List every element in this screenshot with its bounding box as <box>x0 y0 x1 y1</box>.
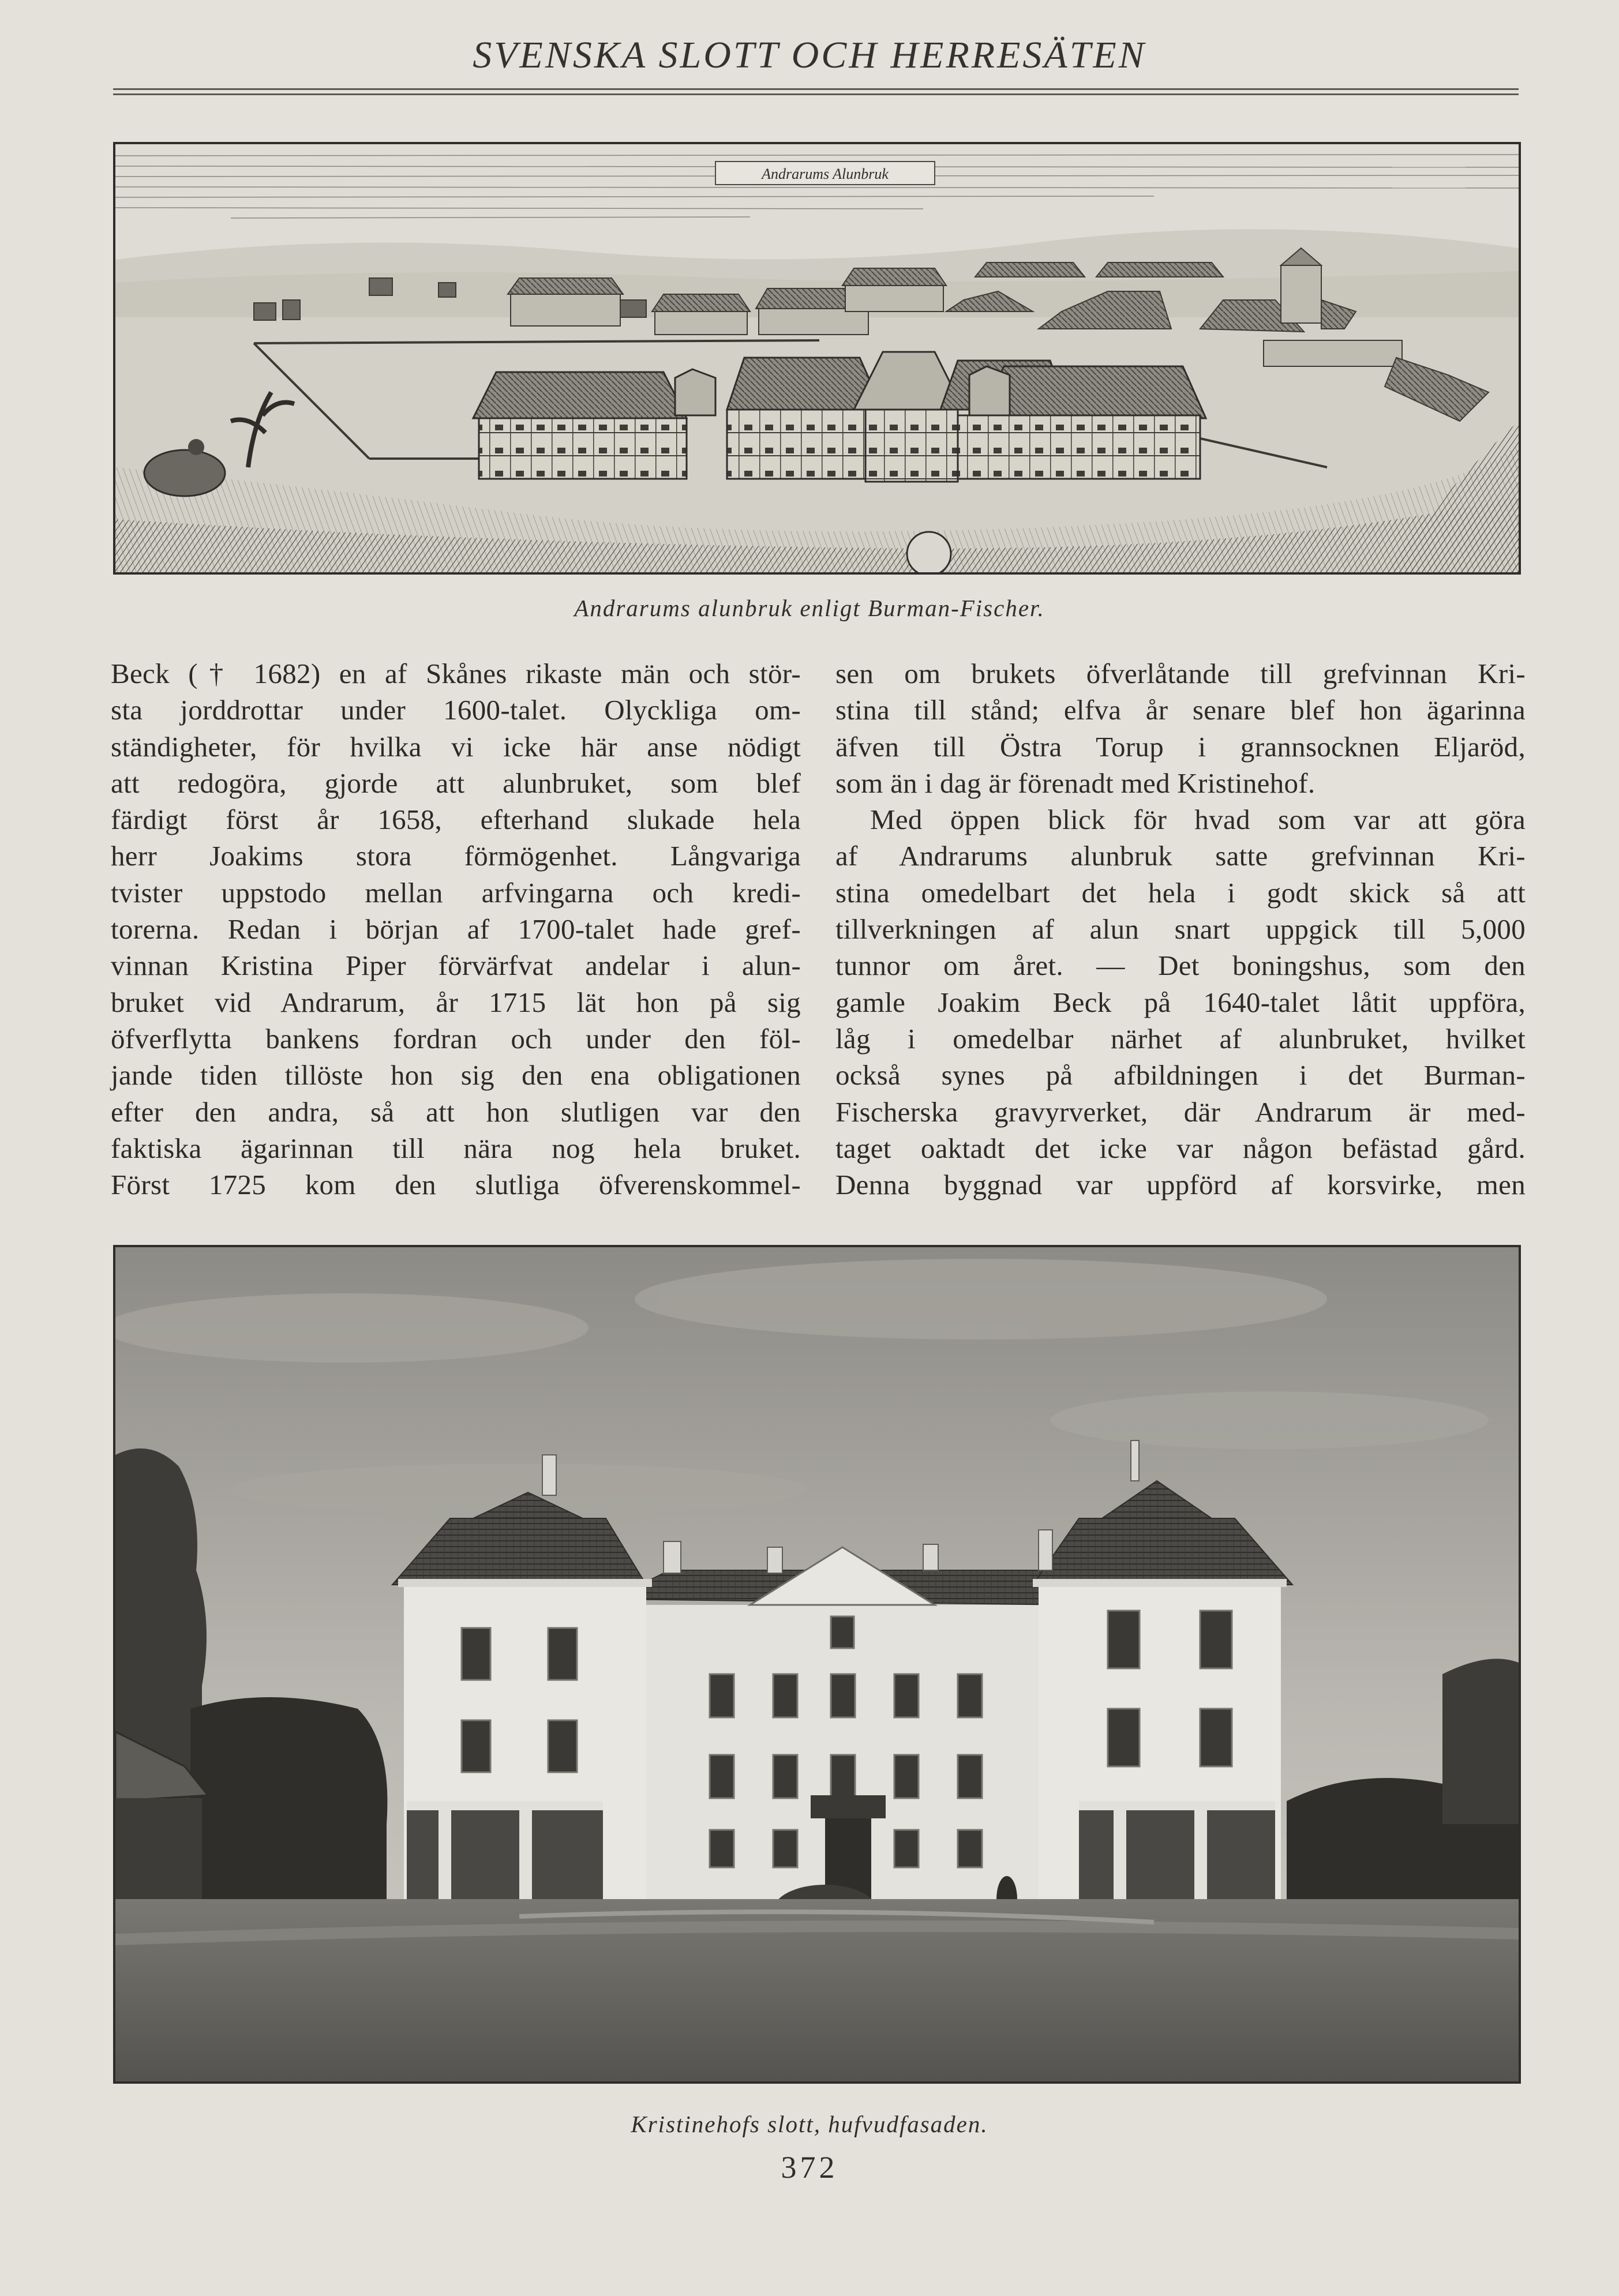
photo-caption: Kristinehofs slott, hufvudfasaden. <box>631 2111 988 2137</box>
text-line: jande tiden tillöste hon sig den ena obligationen <box>111 1059 801 1091</box>
text-line: efter den andra, så att hon slutligen var den <box>111 1096 801 1128</box>
text-line: torerna. Redan i början af 1700-talet hade gref- <box>111 913 801 946</box>
engraving-plate <box>113 142 1521 575</box>
text-line: Med öppen blick för hvad som var att göra <box>870 804 1526 836</box>
text-line: Först 1725 kom den slutliga öfverenskommel- <box>111 1169 801 1201</box>
body-column-left <box>111 655 801 1203</box>
engraving-banner: Andrarums Alunbruk <box>762 166 889 182</box>
text-line: färdigt först år 1658, efterhand slukade hela <box>111 804 801 836</box>
header-rule-bottom <box>113 93 1519 95</box>
text-line: öfverflytta bankens fordran och under den föl- <box>111 1022 801 1055</box>
text-line: stina omedelbart det hela i godt skick så att <box>835 876 1526 909</box>
text-line: gamle Joakim Beck på 1640-talet låtit uppföra, <box>835 986 1526 1018</box>
text-line: taget oaktadt det icke var någon befästad gård. <box>835 1132 1526 1164</box>
text-line: af Andrarums alunbruk satte grefvinnan Kri- <box>835 840 1526 872</box>
text-line: faktiska ägarinnan till nära nog hela bruket. <box>111 1132 801 1164</box>
text-line: Denna byggnad var uppförd af korsvirke, men <box>835 1169 1526 1201</box>
text-line: tvister uppstodo mellan arfvingarna och kredi- <box>111 876 801 909</box>
text-line: herr Joakims stora förmögenhet. Långvariga <box>111 840 801 872</box>
text-line: sta jorddrottar under 1600-talet. Olyckliga om- <box>111 694 801 726</box>
engraving-caption: Andrarums alunbruk enligt Burman-Fischer. <box>574 595 1045 621</box>
text-line: bruket vid Andrarum, år 1715 lät hon på sig <box>111 986 801 1018</box>
text-line: att redogöra, gjorde att alunbruket, som blef <box>111 767 801 799</box>
text-line: ständigheter, för hvilka vi icke här anse nödigt <box>111 730 801 763</box>
text-line: tunnor om året. — Det boningshus, som den <box>835 950 1526 982</box>
text-line: låg i omedelbar närhet af alunbruket, hvilket <box>835 1022 1526 1055</box>
header-rule-top <box>113 88 1519 90</box>
text-line: äfven till Östra Torup i grannsocknen Eljaröd, <box>835 730 1526 763</box>
page-number: 372 <box>781 2150 838 2185</box>
photo-plate <box>113 1245 1521 2084</box>
text-line: Fischerska gravyrverket, där Andrarum är med- <box>835 1096 1526 1128</box>
text-line: stina till stånd; elfva år senare blef hon ägarinna <box>835 694 1526 726</box>
text-line: också synes på afbildningen i det Burman- <box>835 1059 1526 1091</box>
text-line: sen om brukets öfverlåtande till grefvinnan Kri- <box>835 658 1526 689</box>
text-line: som än i dag är förenadt med Kristinehof. <box>835 767 1316 799</box>
engraving-illustration <box>115 144 1519 572</box>
manor-photograph <box>115 1247 1519 2081</box>
text-line: tillverkningen af alun snart uppgick till 5,000 <box>835 913 1526 946</box>
running-head: SVENSKA SLOTT OCH HERRESÄTEN <box>473 34 1146 76</box>
text-line: vinnan Kristina Piper förvärfvat andelar i alun- <box>111 950 801 982</box>
body-column-right <box>835 655 1526 1203</box>
text-line: Beck († 1682) en af Skånes rikaste män och stör- <box>111 658 801 689</box>
